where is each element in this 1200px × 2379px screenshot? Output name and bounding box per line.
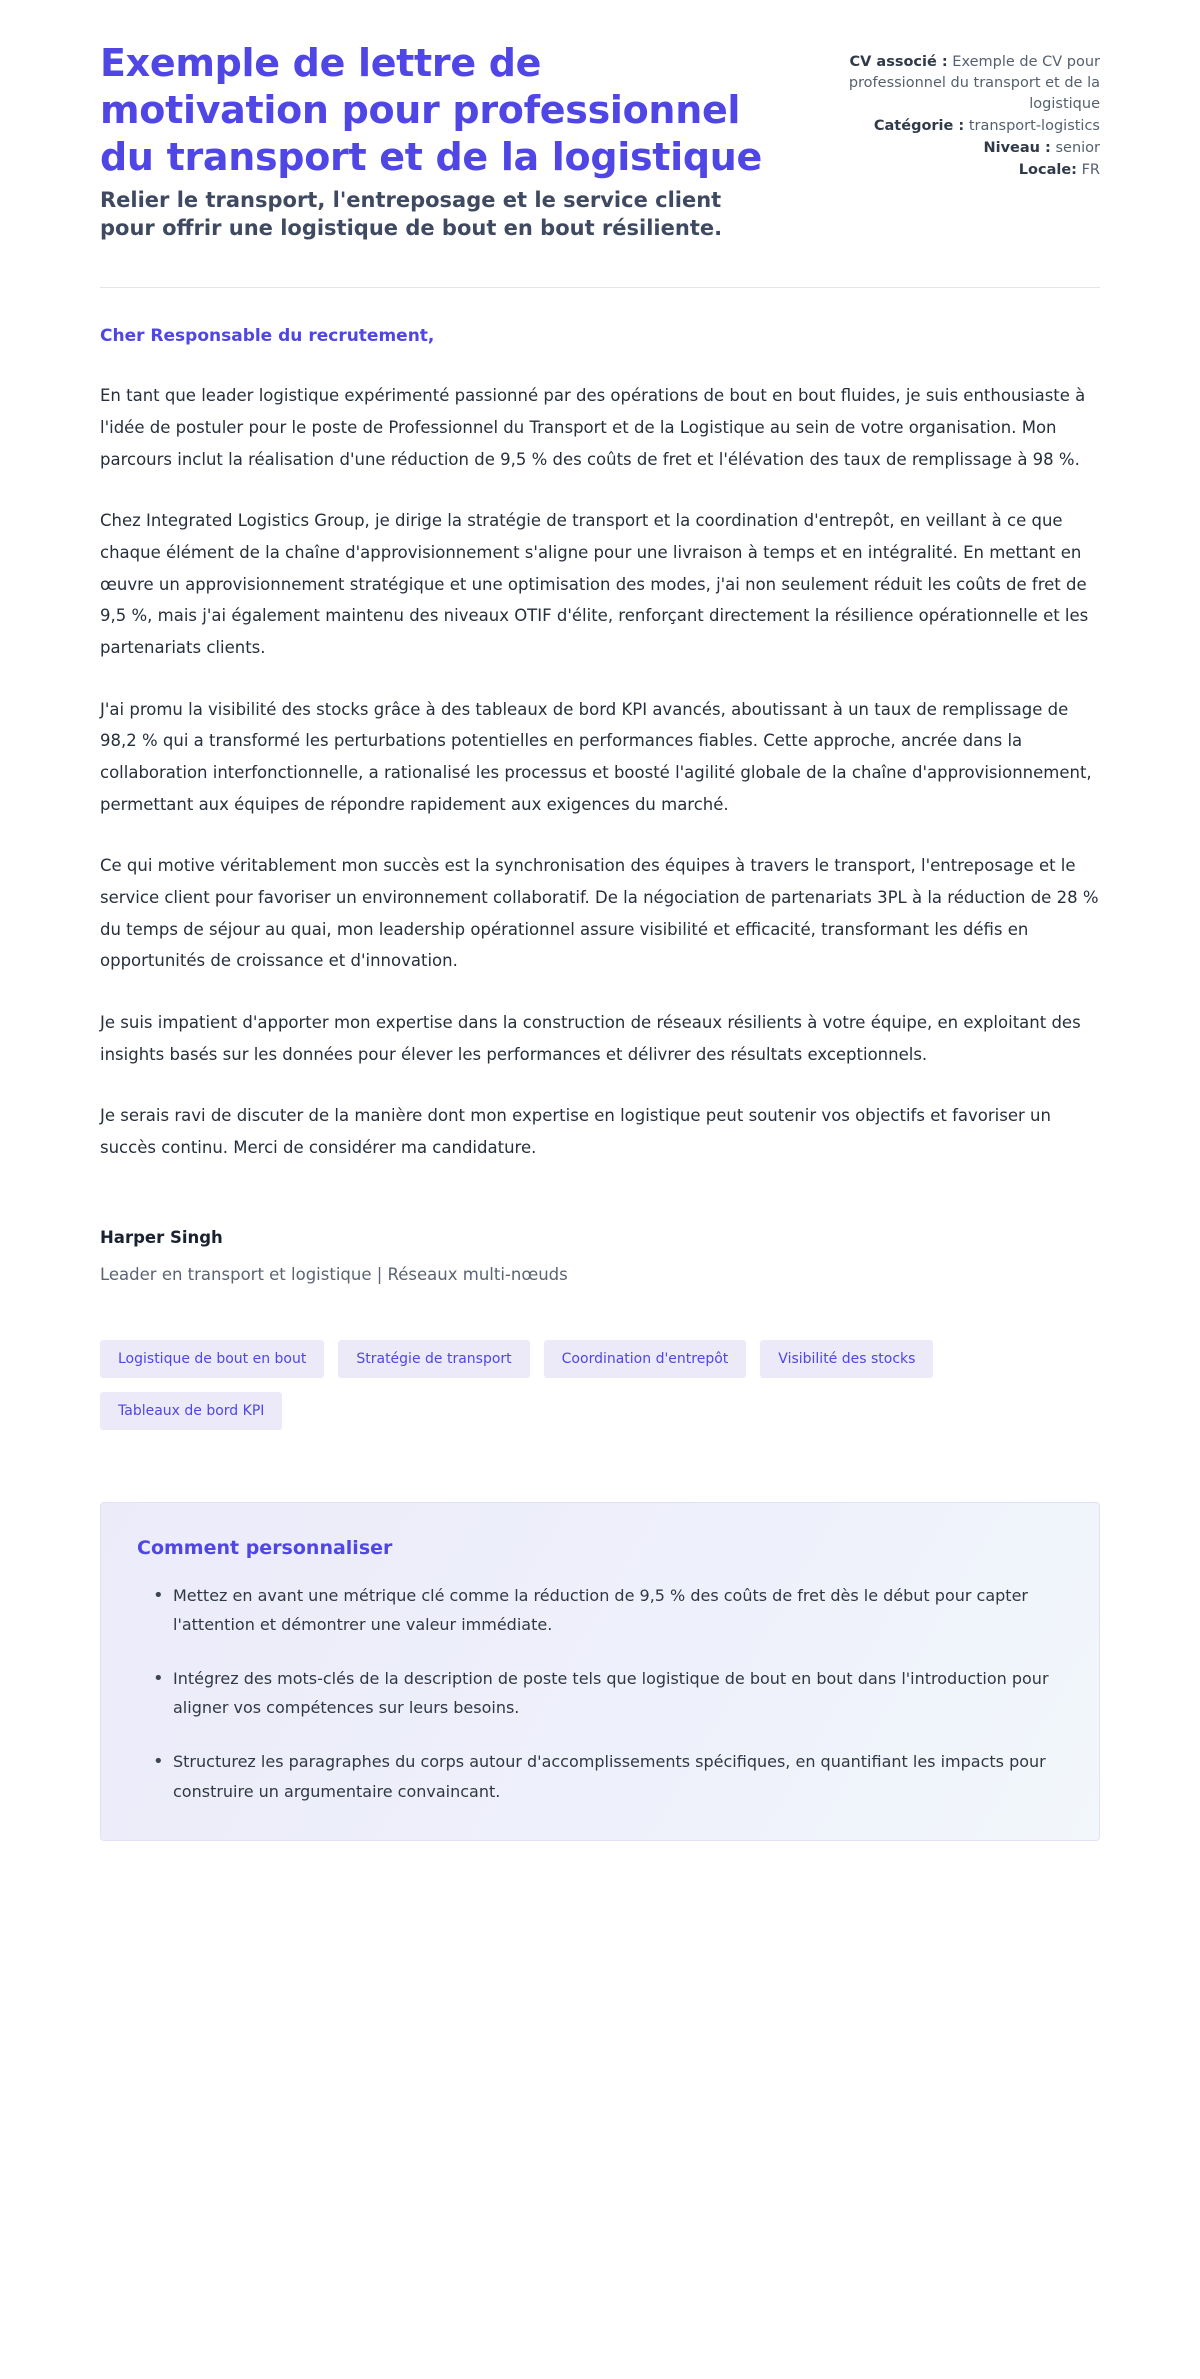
meta-row-category xyxy=(830,116,1100,137)
page-subtitle: Relier le transport, l'entreposage et le service client pour offrir une logistique de bout en bout résiliente. xyxy=(100,188,723,241)
page-header xyxy=(100,40,1100,243)
letter-paragraphs xyxy=(100,380,1100,1163)
letter-body xyxy=(100,288,1100,1283)
tips-list-item: • Intégrez des mots-clés de la description de poste tels que logistique de bout en bout dans l'introduction pour aligner vos compétences sur leurs besoins. xyxy=(159,1664,1063,1723)
meta-label-associated-cv: CV associé : xyxy=(849,54,948,70)
skill-tag[interactable]: Tableaux de bord KPI xyxy=(100,1392,282,1430)
skill-tag[interactable]: Stratégie de transport xyxy=(338,1340,529,1378)
meta-label-level: Niveau : xyxy=(983,140,1051,157)
tips-title: Comment personnaliser xyxy=(137,1536,393,1559)
meta-value-category: transport-logistics xyxy=(968,118,1100,135)
meta-label-locale: Locale: xyxy=(1018,162,1077,179)
tips-list-item: • Structurez les paragraphes du corps autour d'accomplissements spécifiques, en quantifiant les impacts pour construire un argumentaire convaincant. xyxy=(159,1747,1063,1806)
meta-row-level xyxy=(830,138,1100,159)
letter-salutation: Cher Responsable du recrutement, xyxy=(100,326,435,347)
document-metadata xyxy=(830,40,1100,182)
signature-role: Leader en transport et logistique | Réseaux multi-nœuds xyxy=(100,1264,568,1284)
skill-tag-list xyxy=(100,1340,1060,1430)
letter-paragraph: Je suis impatient d'apporter mon expertise dans la construction de réseaux résilients à votre équipe, en exploitant des insights basés sur les données pour élever les performances et délivrer des résultats exceptionnels. xyxy=(100,1012,1081,1064)
signature-name: Harper Singh xyxy=(100,1227,223,1247)
letter-paragraph: J'ai promu la visibilité des stocks grâce à des tableaux de bord KPI avancés, aboutissant à un taux de remplissage de 98,2 % qui a transformé les perturbations potentielles en performances fiables. Cette approche, ancrée dans la collaboration interfonctionnelle, a rationalisé les processus et boosté l'agilité globale de la chaîne d'approvisionnement, permettant aux équipes de répondre rapidement aux exigences du marché. xyxy=(100,699,1092,814)
meta-row-locale xyxy=(830,160,1100,181)
skill-tag[interactable]: Visibilité des stocks xyxy=(760,1340,933,1378)
letter-paragraph: Je serais ravi de discuter de la manière dont mon expertise en logistique peut soutenir vos objectifs et favoriser un succès continu. Merci de considérer ma candidature. xyxy=(100,1106,1051,1157)
skill-tag[interactable]: Logistique de bout en bout xyxy=(100,1340,324,1378)
letter-paragraph: En tant que leader logistique expérimenté passionné par des opérations de bout en bout fluides, je suis enthousiaste à l'idée de postuler pour le poste de Professionnel du Transport et de la Logistique au sein de votre organisation. Mon parcours inclut la réalisation d'une réduction de 9,5 % des coûts de fret et l'élévation des taux de remplissage à 98 %. xyxy=(100,386,1086,469)
meta-row-associated-cv xyxy=(830,52,1100,115)
tips-list xyxy=(137,1581,1063,1807)
header-title-block xyxy=(100,40,780,243)
letter-paragraph: Chez Integrated Logistics Group, je dirige la stratégie de transport et la coordination d'entrepôt, en veillant à ce que chaque élément de la chaîne d'approvisionnement s'aligne pour une livraison à temps et en intégralité. En mettant en œuvre un approvisionnement stratégique et une optimisation des modes, j'ai non seulement réduit les coûts de fret de 9,5 %, mais j'ai également maintenu des niveaux OTIF d'élite, renforçant directement la résilience opérationnelle et les partenariats clients. xyxy=(100,511,1089,657)
meta-label-category: Catégorie : xyxy=(873,118,965,135)
customization-tips-callout xyxy=(100,1502,1100,1842)
letter-paragraph: Ce qui motive véritablement mon succès est la synchronisation des équipes à travers le transport, l'entreposage et le service client pour favoriser un environnement collaboratif. De la négociation de partenariats 3PL à la réduction de 28 % du temps de séjour au quai, mon leadership opérationnel assure visibilité et efficacité, transformant les défis en opportunités de croissance et d'innovation. xyxy=(100,856,1099,971)
skill-tag[interactable]: Coordination d'entrepôt xyxy=(544,1340,747,1378)
tips-list-item: • Mettez en avant une métrique clé comme la réduction de 9,5 % des coûts de fret dès le début pour capter l'attention et démontrer une valeur immédiate. xyxy=(159,1581,1063,1640)
meta-value-associated-cv: Exemple de CV pour professionnel du transport et de la logistique xyxy=(848,54,1100,113)
page-title: Exemple de lettre de motivation pour professionnel du transport et de la logistique xyxy=(100,41,763,180)
letter-signature xyxy=(100,1228,1100,1284)
meta-value-locale: FR xyxy=(1081,162,1100,179)
meta-value-level: senior xyxy=(1055,140,1100,157)
